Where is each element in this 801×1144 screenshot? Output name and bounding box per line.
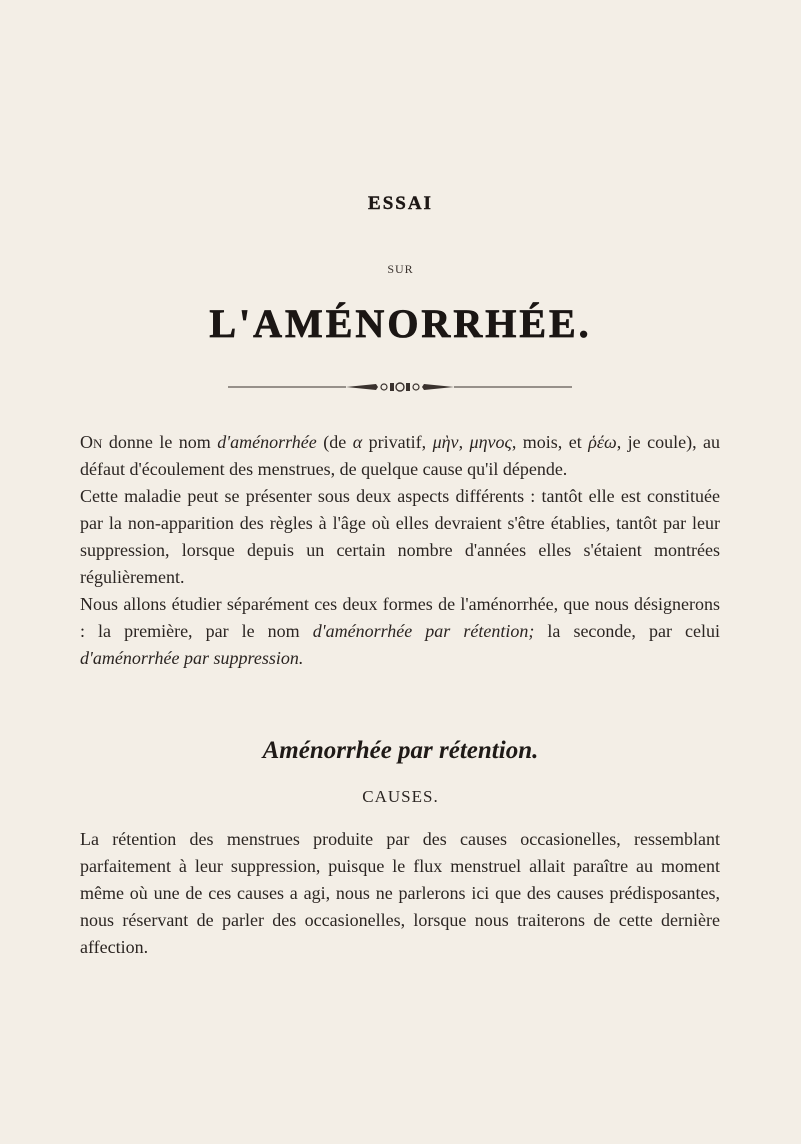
sur-label: SUR: [387, 262, 414, 276]
essai-heading: ESSAI: [368, 193, 433, 214]
paragraph-definition: [80, 429, 720, 483]
causes-subheading: CAUSES.: [362, 787, 439, 806]
text-span: , je coule), au défaut d'écoulement des menstrues, de quelque cause qu'il dépende.: [80, 432, 721, 479]
greek-word: μηνος: [469, 432, 512, 452]
causes-text: [80, 826, 720, 961]
section-heading: Aménorrhée par rétention.: [262, 737, 539, 764]
text-span: ,: [458, 432, 470, 452]
ornament-divider-icon: [228, 380, 572, 394]
paragraph-forms: [80, 591, 720, 672]
greek-word: μὴν: [432, 432, 459, 452]
greek-word: ῥέω: [588, 432, 617, 452]
italic-phrase: d'aménorrhée par rétention;: [312, 621, 535, 641]
text-span: la seconde, par celui: [534, 621, 720, 641]
text-span: Nous allons étudier séparément ces deux formes de l'aménorrhée, que nous désignerons : la première, par le nom: [80, 594, 720, 641]
text-span: privatif,: [362, 432, 433, 452]
intro-text: [80, 429, 720, 672]
main-title: L'AMÉNORRHÉE.: [209, 301, 592, 346]
paragraph-causes: La rétention des menstrues produite par des causes occasionelles, ressemblant parfaitement à leur suppression, puisque le flux menstruel allait paraître au moment même où une de ces causes a agi, nous ne parlerons ici que des causes prédisposantes, nous réservant de parler des occasionelles, lorsque nous traiterons de cette dernière affection.: [80, 829, 720, 957]
term-italic: d'aménorrhée: [217, 432, 317, 452]
greek-alpha: α: [352, 432, 363, 452]
lead-word: On: [80, 432, 103, 452]
italic-phrase: d'aménorrhée par suppression.: [80, 648, 304, 668]
text-span: , mois, et: [511, 432, 589, 452]
paragraph-aspects: Cette maladie peut se présenter sous deux aspects différents : tantôt elle est constituée par la non-apparition des règles à l'âge où elles devraient s'être établies, tantôt par leur suppression, lorsque depuis un certain nombre d'années elles s'étaient montrées régulièrement.: [80, 486, 720, 587]
text-span: (de: [316, 432, 353, 452]
text-span: donne le nom: [102, 432, 218, 452]
